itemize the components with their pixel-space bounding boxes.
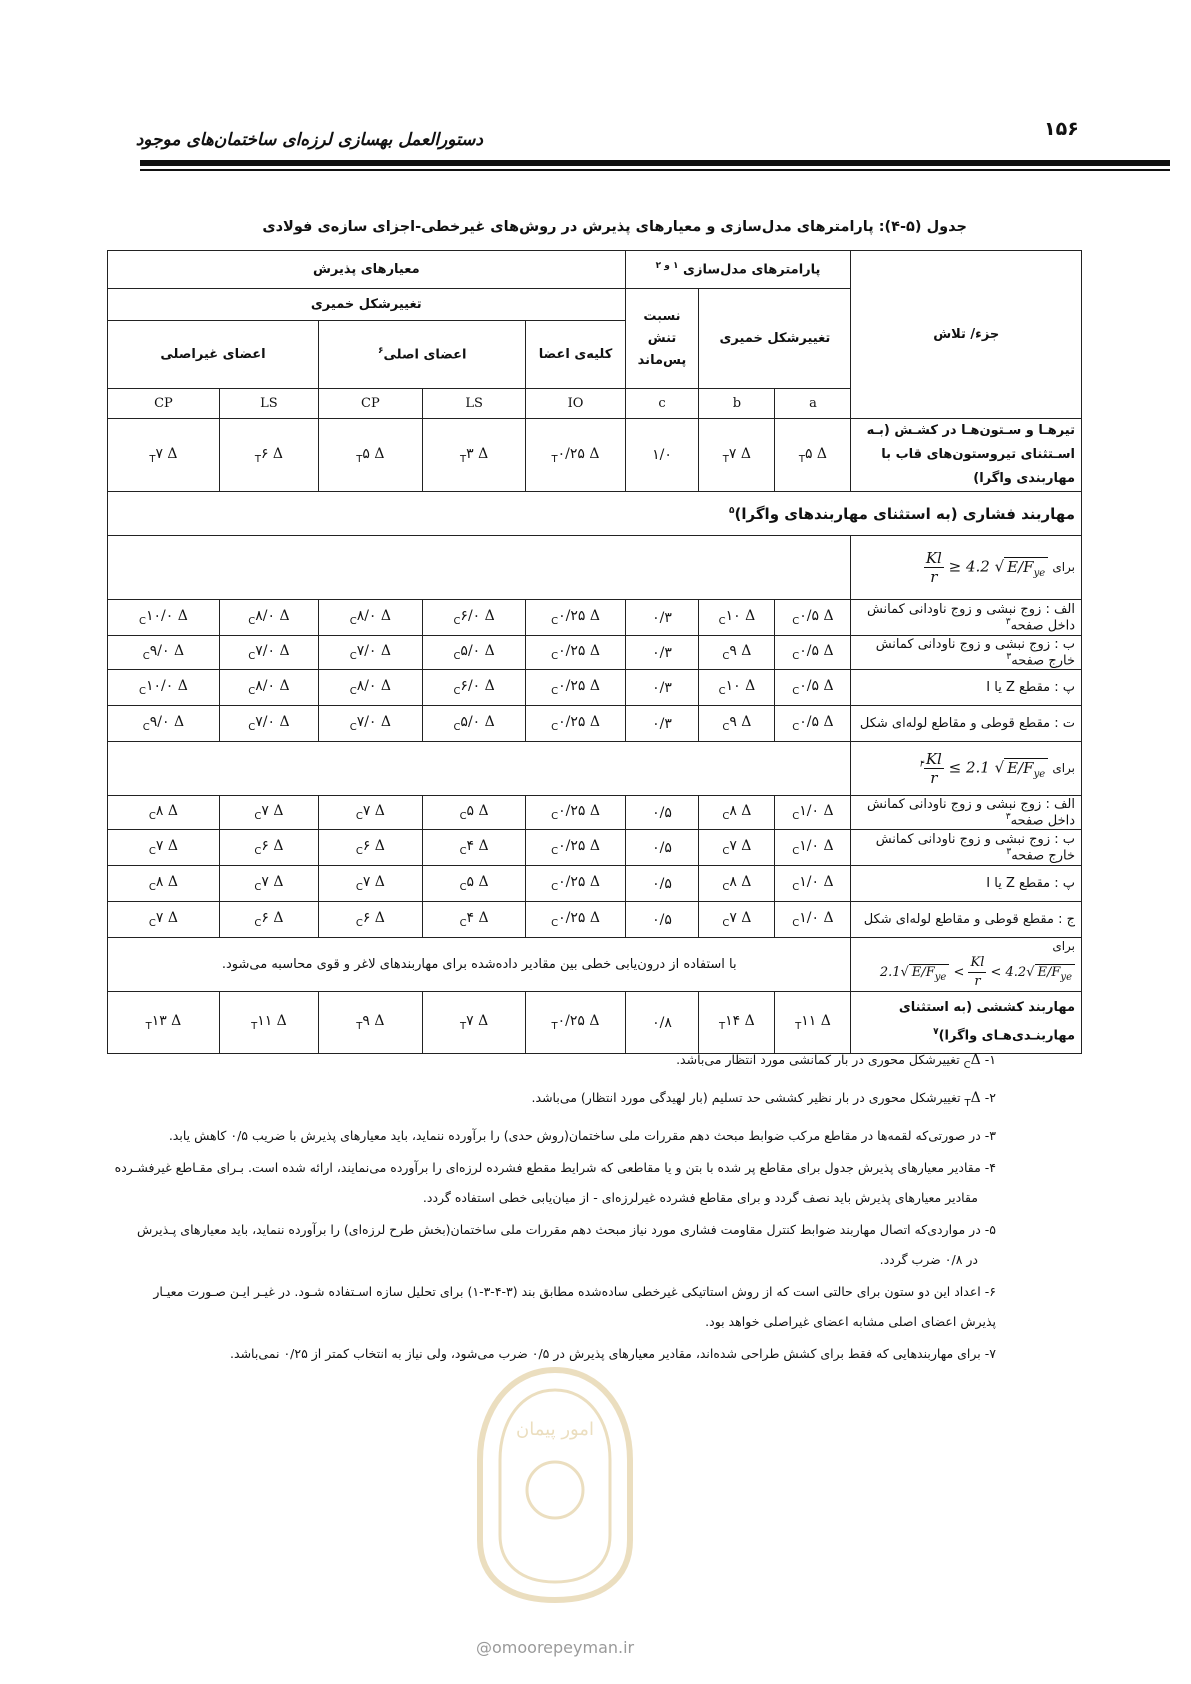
col-ls-secondary: LS	[219, 389, 318, 419]
header-rule-thick	[140, 160, 1170, 166]
primary-sup: ۶	[378, 346, 384, 357]
row-label: تیرهـا و سـتون‌هـا در کشـش (بـه اسـتثنای تیروستون‌های قاب با مهاربندی واگرا)	[851, 419, 1082, 492]
row-label: مهاربند کششی (به استثنای مهاربنـدی‌هـای واگرا)	[898, 1000, 1075, 1044]
cell: ۵ $\Delta_T$	[319, 419, 423, 492]
col-io: IO	[526, 389, 625, 419]
cell: ۷ $\Delta_T$	[699, 419, 775, 492]
row-label: ب : زوج نبشی و زوج ناودانی کمانش خارج صفحه	[875, 831, 1075, 864]
footnote-4: ۴- مقادیر معیارهای پذیرش جدول برای مقاطع پر شده با بتن و یا مقاطعی که شرایط مقطع فشرده لرزه‌ای را برآورده می‌نمایند، ارائه شده است. بـرای مقـاطع غیرفشـرده مقادیر معیارهای پذیرش باید نصف گردد و برای مقاطع فشرده غیرلرزه‌ای - از میان‌یابی خطی استفاده گردد.	[114, 1160, 996, 1205]
cell: ۶ $\Delta_T$	[219, 419, 318, 492]
condition-intermediate-row	[108, 938, 1082, 992]
table-row-slender-4: ت : مقطع قوطی و مقاطع لوله‌ای شکل ۰/۵ $\Delta_C$ ۹ $\Delta_C$ ۰/۳ ۰/۲۵ $\Delta_C$ ۵/۰ $\Delta_C$ ۷/۰ $\Delta_C$ ۷/۰ $\Delta_C$ ۹/۰ $\Delta_C$	[108, 706, 1082, 742]
table-row-stocky-1: الف : زوج نبشی و زوج ناودانی کمانش داخل صفحه$^۳$ ۱/۰ $\Delta_C$ ۸ $\Delta_C$ ۰/۵ ۰/۲۵ $\Delta_C$ ۵ $\Delta_C$ ۷ $\Delta_C$ ۷ $\Delta_C$ ۸ $\Delta_C$	[108, 796, 1082, 830]
col-cp-secondary: CP	[108, 389, 220, 419]
cell: ۷ $\Delta_T$	[108, 419, 220, 492]
row-label: پ : مقطع Z یا I	[986, 680, 1075, 695]
table-caption: جدول (۵-۴): پارامترهای مدل‌سازی و معیارهای پذیرش در روش‌های غیرخطی-اجزای سازه‌ی فولادی	[262, 219, 967, 235]
row-label: ج : مقطع قوطی و مقاطع لوله‌ای شکل	[863, 912, 1075, 927]
table-row-stocky-3: پ : مقطع Z یا I ۱/۰ $\Delta_C$ ۸ $\Delta_C$ ۰/۵ ۰/۲۵ $\Delta_C$ ۵ $\Delta_C$ ۷ $\Delta_C$ ۷ $\Delta_C$ ۸ $\Delta_C$	[108, 866, 1082, 902]
table-row-beams	[108, 419, 1082, 492]
running-title: دستورالعمل بهسازی لرزه‌ای ساختمان‌های موجود	[135, 130, 483, 150]
col-a: a	[775, 389, 851, 419]
acceptance-header: معیارهای پذیرش	[108, 251, 626, 289]
interpolation-note: با استفاده از درون‌یابی خطی بین مقادیر داده‌شده برای مهاربندهای لاغر و قوی محاسبه می‌شود.	[108, 938, 851, 992]
footnote-7: ۷- برای مهاربندهایی که فقط برای کشش طراحی شده‌اند، مقادیر معیارهای پذیرش در ۰/۵ ضرب می‌شود، ولی نیاز به انتخاب کمتر از ۰/۲۵ نمی‌باشد.	[230, 1346, 996, 1361]
col-ls-primary: LS	[422, 389, 526, 419]
col-cp-primary: CP	[319, 389, 423, 419]
condition-intermediate: برای 2.1√ $E/F_{ye}$ < $\frac{Kl}{r}$ < 4.2√ $E/F_{ye}$	[851, 938, 1082, 992]
section-compression-title: مهاربند فشاری (به استثنای مهاربندهای واگرا)	[734, 504, 1075, 523]
accept-plastic-header: تغییرشکل خمیری	[108, 289, 626, 321]
residual-ratio-header: نسبت تنش پس‌ماند	[625, 289, 699, 389]
col-component-header: جزء/ تلاش	[851, 251, 1082, 419]
steel-components-table	[107, 250, 1082, 1054]
table-row-stocky-4: ج : مقطع قوطی و مقاطع لوله‌ای شکل ۱/۰ $\Delta_C$ ۷ $\Delta_C$ ۰/۵ ۰/۲۵ $\Delta_C$ ۴ $\Delta_C$ ۶ $\Delta_C$ ۶ $\Delta_C$ ۷ $\Delta_C$	[108, 902, 1082, 938]
cell: ۰/۲۵ $\Delta_T$	[526, 419, 625, 492]
row-label: ت : مقطع قوطی و مقاطع لوله‌ای شکل	[859, 716, 1075, 731]
model-plastic-header: تغییرشکل خمیری	[699, 289, 851, 389]
row-label: الف : زوج نبشی و زوج ناودانی کمانش داخل صفحه	[866, 601, 1075, 634]
footnote-5: ۵- در مواردی‌که اتصال مهاربند ضوابط کنترل مقاومت فشاری مورد نیاز مبحث دهم مقررات ملی ساختمان(بخش طرح لرزه‌ای) را برآورده ننماید، باید معیارهای پـذیرش در ۰/۸ ضرب گردد.	[136, 1222, 996, 1267]
cell: ۳ $\Delta_T$	[422, 419, 526, 492]
footnotes	[96, 1045, 996, 1371]
primary-header: اعضای اصلی$^۶$	[319, 321, 526, 389]
model-params-header: پارامترهای مدل‌سازی $^{۱ و ۲}$	[625, 251, 851, 289]
cell: ۵ $\Delta_T$	[775, 419, 851, 492]
row-label: ب : زوج نبشی و زوج ناودانی کمانش خارج صفحه	[875, 636, 1075, 669]
col-c: c	[625, 389, 699, 419]
footnote-2: ۲- $\Delta_T$ تغییرشکل محوری در بار نظیر کششی حد تسلیم (بار لهیدگی مورد انتظار) می‌باشد.	[531, 1090, 996, 1109]
page-number: ۱۵۶	[1044, 118, 1079, 140]
watermark-site: @omoorepeyman.ir	[476, 1638, 635, 1657]
table-row-slender-2: ب : زوج نبشی و زوج ناودانی کمانش خارج صفحه$^۳$ ۰/۵ $\Delta_C$ ۹ $\Delta_C$ ۰/۳ ۰/۲۵ $\Delta_C$ ۵/۰ $\Delta_C$ ۷/۰ $\Delta_C$ ۷/۰ $\Delta_C$ ۹/۰ $\Delta_C$	[108, 636, 1082, 670]
watermark-stamp	[470, 1360, 640, 1610]
cell: ۱/۰	[625, 419, 699, 492]
condition-slender-row	[108, 536, 1082, 600]
footnote-3: ۳- در صورتی‌که لقمه‌ها در مقاطع مرکب ضوابط مبحث دهم مقررات ملی ساختمان(روش حدی) را برآورده ننماید، باید معیارهای پذیرش با ضریب ۰/۵ کاهش یابد.	[168, 1128, 996, 1143]
section-compression	[108, 492, 1082, 536]
condition-slender: برای $\frac{Kl}{r}$ ≥ 4.2 √ $E/F_{ye}$	[851, 536, 1082, 600]
model-params-sup: ۱ و ۲	[655, 261, 679, 272]
header-rule-thin	[140, 169, 1170, 171]
table-row-stocky-2: ب : زوج نبشی و زوج ناودانی کمانش خارج صفحه$^۳$ ۱/۰ $\Delta_C$ ۷ $\Delta_C$ ۰/۵ ۰/۲۵ $\Delta_C$ ۴ $\Delta_C$ ۶ $\Delta_C$ ۶ $\Delta_C$ ۷ $\Delta_C$	[108, 830, 1082, 866]
table-row-slender-1: الف : زوج نبشی و زوج ناودانی کمانش داخل صفحه$^۳$ ۰/۵ $\Delta_C$ ۱۰ $\Delta_C$ ۰/۳ ۰/۲۵ $\Delta_C$ ۶/۰ $\Delta_C$ ۸/۰ $\Delta_C$ ۸/۰ $\Delta_C$ ۱۰/۰ $\Delta_C$	[108, 600, 1082, 636]
section-compression-sup: ۵	[729, 505, 735, 516]
table-row-slender-3: پ : مقطع Z یا I ۰/۵ $\Delta_C$ ۱۰ $\Delta_C$ ۰/۳ ۰/۲۵ $\Delta_C$ ۶/۰ $\Delta_C$ ۸/۰ $\Delta_C$ ۸/۰ $\Delta_C$ ۱۰/۰ $\Delta_C$	[108, 670, 1082, 706]
row-label: پ : مقطع Z یا I	[986, 876, 1075, 891]
condition-stocky: برای $^۴$ $\frac{Kl}{r}$ ≤ 2.1 √ $E/F_{ye}$	[851, 742, 1082, 796]
secondary-header: اعضای غیراصلی	[108, 321, 319, 389]
footnote-1: ۱- $\Delta_C$ تغییرشکل محوری در بار کمانشی مورد انتظار می‌باشد.	[676, 1052, 996, 1071]
footnote-6: ۶- اعداد این دو ستون برای حالتی است که از روش استاتیکی غیرخطی ساده‌شده مطابق بند (۳-۴-۳-۱) برای تحلیل سازه اسـتفاده شـود. در غیـر ایـن صـورت معیـار پذیرش اعضای اصلی مشابه اعضای غیراصلی خواهد بود.	[153, 1284, 996, 1329]
condition-stocky-row	[108, 742, 1082, 796]
row-label: الف : زوج نبشی و زوج ناودانی کمانش داخل صفحه	[866, 796, 1075, 829]
svg-text:امور پیمان: امور پیمان	[516, 1419, 594, 1440]
table-row-tension: مهاربند کششی (به استثنای مهاربنـدی‌هـای واگرا)$^۷$ ۱۱ $\Delta_T$ ۱۴ $\Delta_T$ ۰/۸ ۰/۲۵ $\Delta_T$ ۷ $\Delta_T$ ۹ $\Delta_T$ ۱۱ $\Delta_T$ ۱۳ $\Delta_T$	[108, 992, 1082, 1054]
col-b: b	[699, 389, 775, 419]
all-members-header: کلیه‌ی اعضا	[526, 321, 625, 389]
